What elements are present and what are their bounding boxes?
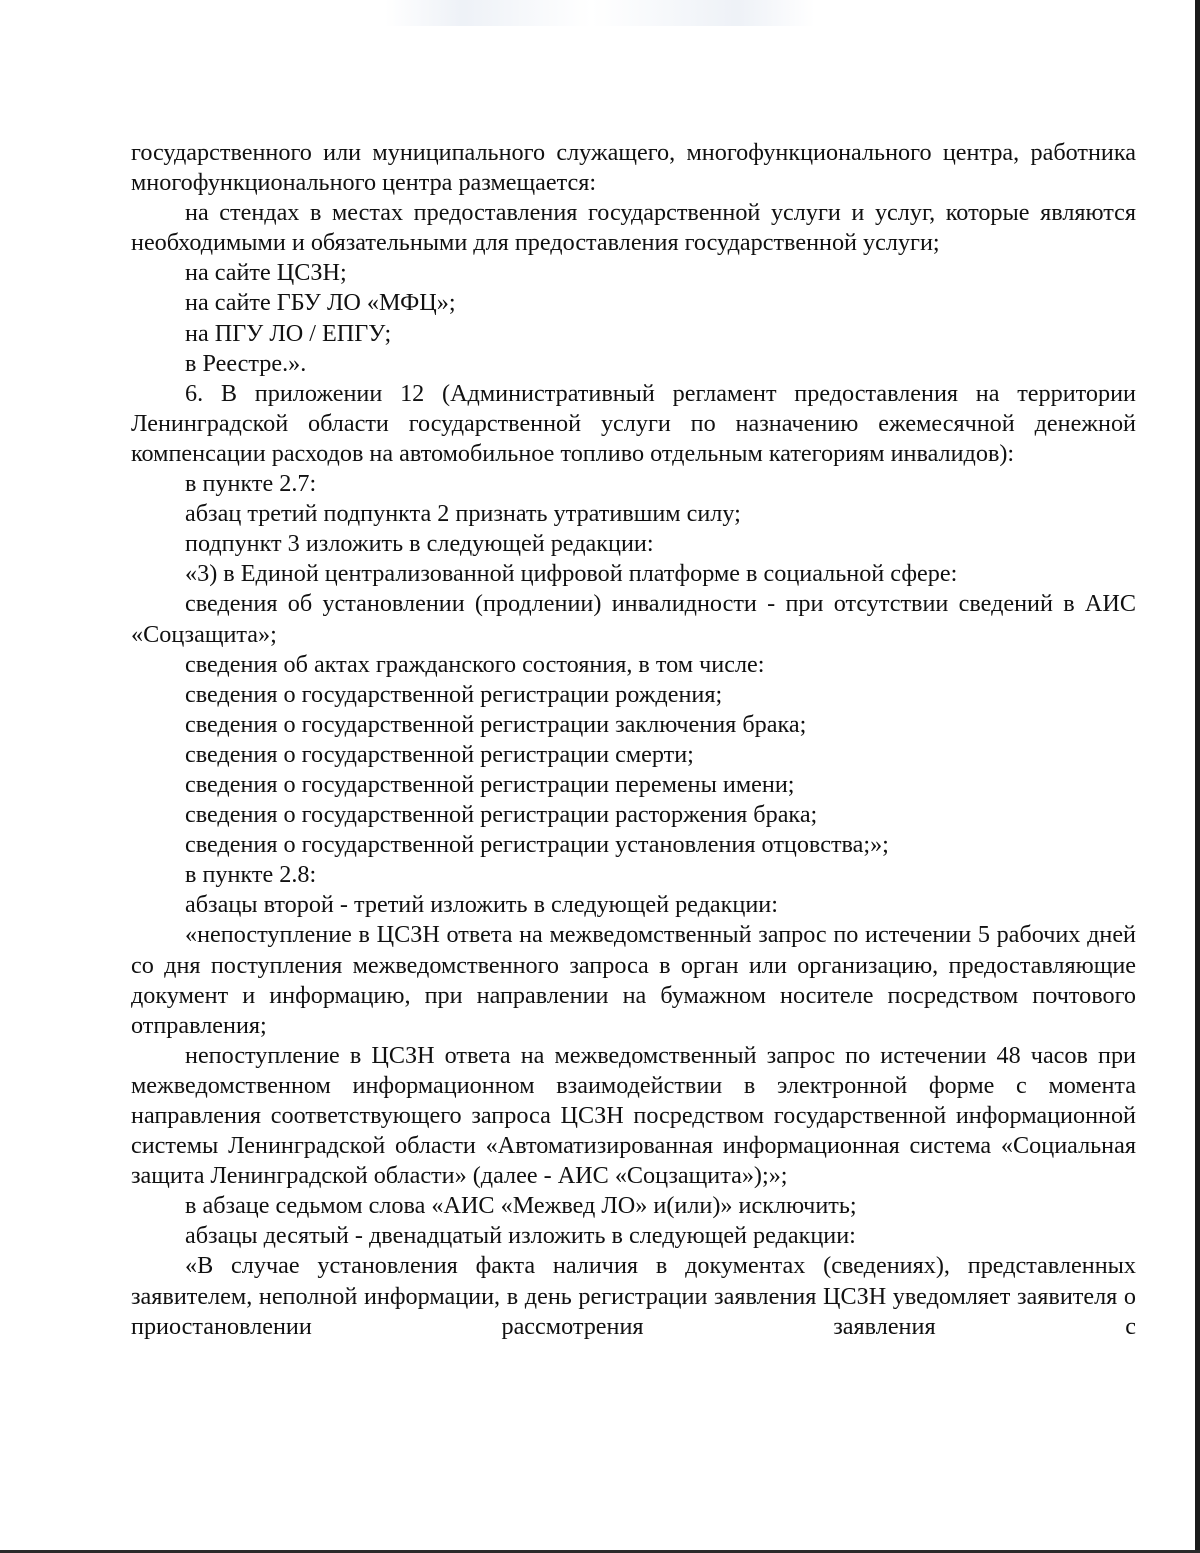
paragraph: сведения о государственной регистрации рождения; [185, 680, 723, 708]
paragraph: в Реестре.». [185, 349, 307, 377]
document-body [131, 138, 1136, 1342]
paragraph: в пункте 2.8: [185, 861, 317, 889]
paragraph: в абзаце седьмом слова «АИС «Межвед ЛО» и(или)» исключить; [185, 1192, 857, 1220]
paragraph: на стендах в местах предоставления государственной услуги и услуг, которые являются необходимыми и обязательными для предоставления государственной услуги; [131, 199, 1136, 257]
paragraph: непоступление в ЦСЗН ответа на межведомственный запрос по истечении 48 часов при межведомственном информационном взаимодействии в электронной форме с момента направления соответствующего запроса ЦСЗН посредством государственной информационной системы Ленинградской области «Автоматизированная информационная система «Социальная защита Ленинградской области» (далее - АИС «Соцзащита»);»; [131, 1041, 1136, 1190]
paragraph: сведения о государственной регистрации заключения брака; [185, 710, 807, 738]
paragraph: сведения об актах гражданского состояния, в том числе: [185, 650, 765, 678]
paragraph: сведения о государственной регистрации перемены имени; [185, 770, 795, 798]
paragraph: «непоступление в ЦСЗН ответа на межведомственный запрос по истечении 5 рабочих дней со дня поступления межведомственного запроса в орган или организацию, предоставляющие документ и информацию, при направлении на бумажном носителе посредством почтового отправления; [131, 921, 1136, 1039]
paragraph: в пункте 2.7: [185, 470, 317, 498]
paragraph: подпункт 3 изложить в следующей редакции: [185, 530, 654, 558]
paragraph: на сайте ГБУ ЛО «МФЦ»; [185, 289, 456, 317]
paragraph: абзацы десятый - двенадцатый изложить в следующей редакции: [185, 1222, 856, 1250]
paragraph: 6. В приложении 12 (Административный регламент предоставления на территории Ленинградской области государственной услуги по назначению ежемесячной денежной компенсации расходов на автомобильное топливо отдельным категориям инвалидов): [131, 379, 1136, 467]
paragraph: сведения об установлении (продлении) инвалидности - при отсутствии сведений в АИС «Соцзащита»; [131, 590, 1136, 648]
paragraph: на ПГУ ЛО / ЕПГУ; [185, 319, 392, 347]
paragraph: «3) в Единой централизованной цифровой платформе в социальной сфере: [185, 560, 958, 588]
paragraph: сведения о государственной регистрации смерти; [185, 740, 694, 768]
paragraph: абзацы второй - третий изложить в следующей редакции: [185, 891, 778, 919]
paragraph: абзац третий подпункта 2 признать утратившим силу; [185, 500, 741, 528]
paragraph: сведения о государственной регистрации расторжения брака; [185, 801, 818, 829]
paragraph: государственного или муниципального служащего, многофункционального центра, работника многофункционального центра размещается: [131, 139, 1136, 197]
paragraph: сведения о государственной регистрации установления отцовства;»; [185, 831, 889, 859]
paragraph: «В случае установления факта наличия в документах (сведениях), представленных заявителем, неполной информации, в день регистрации заявления ЦСЗН уведомляет заявителя о приостановлении рассмотрения заявления с [131, 1252, 1136, 1340]
scan-smudge [385, 0, 815, 26]
paragraph: на сайте ЦСЗН; [185, 259, 347, 287]
scan-edge-right [1195, 0, 1200, 1553]
